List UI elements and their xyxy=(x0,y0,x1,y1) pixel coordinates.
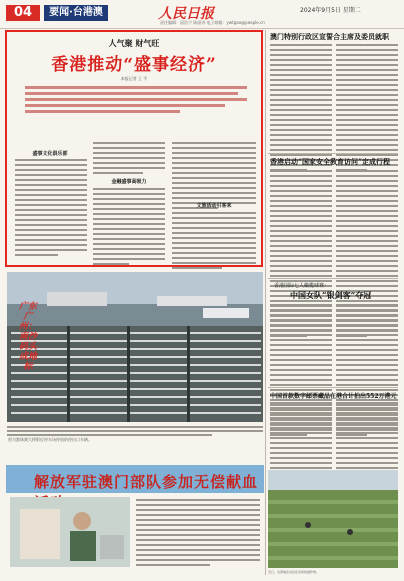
right-divider-1 xyxy=(268,153,398,154)
right-divider-3 xyxy=(268,387,398,388)
bottom-story-banner[interactable] xyxy=(6,465,264,493)
bottom-story-text xyxy=(136,499,260,569)
lead-headline[interactable]: 香港推动“盛事经济” xyxy=(51,55,217,75)
lead-column-2b xyxy=(93,188,165,268)
section-label: 要闻·台港澳 xyxy=(44,5,108,21)
blood-donation-photo xyxy=(10,497,130,567)
right-story-3-kicker: 香港国际七人橄榄球赛： xyxy=(274,283,330,289)
issue-date: 2024年9月5日 星期二 xyxy=(300,7,361,14)
right-story-1-headline[interactable]: 澳门特别行政区宣誓合主席及委员就职 xyxy=(270,32,389,41)
column-divider xyxy=(265,30,266,575)
field-photo-illustration xyxy=(268,470,398,568)
page-number: 04 xyxy=(6,5,40,21)
right-story-2-headline[interactable]: 香港启动“国家安全教育访问”定成行程 xyxy=(270,157,391,166)
lead-column-3b xyxy=(172,212,256,272)
right-story-4-headline[interactable]: 中国首款数字邮票藏品在港合计拍出552万港元 xyxy=(270,393,397,400)
newspaper-logo: 人民日报 xyxy=(158,6,214,22)
right-story-1-col-b xyxy=(336,44,398,174)
lead-subhead-2: 金融盛事高吸力 xyxy=(111,179,147,185)
bottom-story-headline[interactable]: 解放军驻澳门部队参加无偿献血 xyxy=(34,473,259,491)
lead-story-frame[interactable] xyxy=(5,30,263,267)
lead-byline: 本报记者 王 平 xyxy=(120,76,148,81)
lead-column-1 xyxy=(15,159,87,259)
photo-vertical-title: 广东广州：南沙码头成地标 xyxy=(18,302,37,372)
editor-info: 责任编辑：邱浩宁 陈丽诗 电子邮箱：ywtgao@people.cn xyxy=(160,20,265,25)
lead-column-2 xyxy=(93,142,165,177)
field-photo xyxy=(268,470,398,568)
right-story-1-col-a xyxy=(270,44,332,174)
port-photo-illustration xyxy=(7,272,263,422)
port-photo xyxy=(7,272,263,422)
right-story-3-headline[interactable]: 中国女队“银剑客”夺冠 xyxy=(290,290,372,300)
lead-paragraph xyxy=(25,86,247,126)
photo-caption: 图为港珠澳大桥附近停车场停放的待出口车辆。 xyxy=(8,437,92,442)
lead-kicker: 人气聚 财气旺 xyxy=(108,38,160,48)
lead-subhead-3: 文旅活动引客来 xyxy=(196,203,232,209)
lead-subhead-1: 盛事文化俱乐部 xyxy=(32,151,68,157)
right-divider-2 xyxy=(268,278,398,279)
field-photo-caption: 近日，台湾地区农民在田间收割作物。 xyxy=(268,570,320,574)
page-header xyxy=(0,0,404,29)
